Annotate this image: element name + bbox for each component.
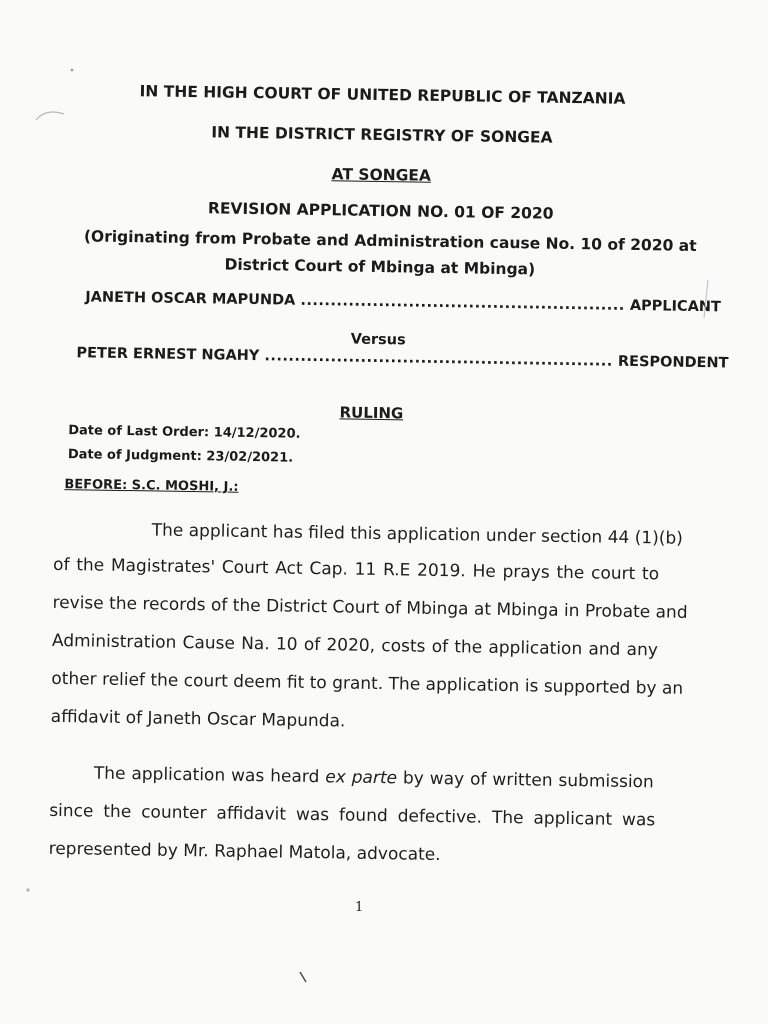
ruling-title: RULING (339, 403, 404, 423)
dust-speck (71, 69, 74, 72)
respondent-role: RESPONDENT (617, 353, 729, 372)
date-judgment: Date of Judgment: 23/02/2021. (67, 447, 294, 466)
body-line: The application was heard ex parte by way of written submission (93, 763, 654, 793)
registry-title: IN THE DISTRICT REGISTRY OF SONGEA (211, 123, 553, 147)
bottom-tick (300, 972, 306, 982)
margin-stroke (704, 280, 708, 318)
court-title: IN THE HIGH COURT OF UNITED REPUBLIC OF TANZANIA (139, 82, 626, 108)
origin-line-2: District Court of Mbinga at Mbinga) (224, 255, 536, 279)
origin-line-1: (Originating from Probate and Administration cause No. 10 of 2020 at (83, 227, 697, 255)
versus-label: Versus (350, 331, 406, 349)
respondent-leader-dots: .......................................................... (264, 348, 614, 370)
body-line: since the counter affidavit was found defective. The applicant was (49, 800, 656, 831)
latin-term: ex parte (325, 767, 398, 789)
applicant-leader-dots: ...................................................... (300, 292, 625, 314)
date-last-order: Date of Last Order: 14/12/2020. (68, 423, 301, 442)
application-number: REVISION APPLICATION NO. 01 OF 2020 (207, 199, 554, 223)
before-judge: BEFORE: S.C. MOSHI, J.: (64, 477, 239, 495)
applicant-role: APPLICANT (629, 297, 722, 316)
page-number: 1 (355, 900, 364, 915)
body-line: revise the records of the District Court of Mbinga at Mbinga in Probate and (52, 592, 688, 623)
respondent-name: PETER ERNEST NGAHY (76, 345, 260, 365)
dust-speck (26, 888, 29, 891)
body-line: other relief the court deem fit to grant. The application is supported by an (51, 668, 684, 699)
body-line: affidavit of Janeth Oscar Mapunda. (50, 706, 346, 732)
body-line: Administration Cause Na. 10 of 2020, costs of the application and any (51, 630, 659, 661)
body-line: of the Magistrates' Court Act Cap. 11 R.E 2019. He prays the court to (52, 554, 660, 585)
body-line: The applicant has filed this application under section 44 (1)(b) (151, 520, 683, 549)
applicant-name: JANETH OSCAR MAPUNDA (85, 289, 296, 309)
corner-smudge (36, 112, 64, 120)
location-title: AT SONGEA (331, 165, 432, 185)
body-line: represented by Mr. Raphael Matola, advocate. (48, 838, 441, 866)
